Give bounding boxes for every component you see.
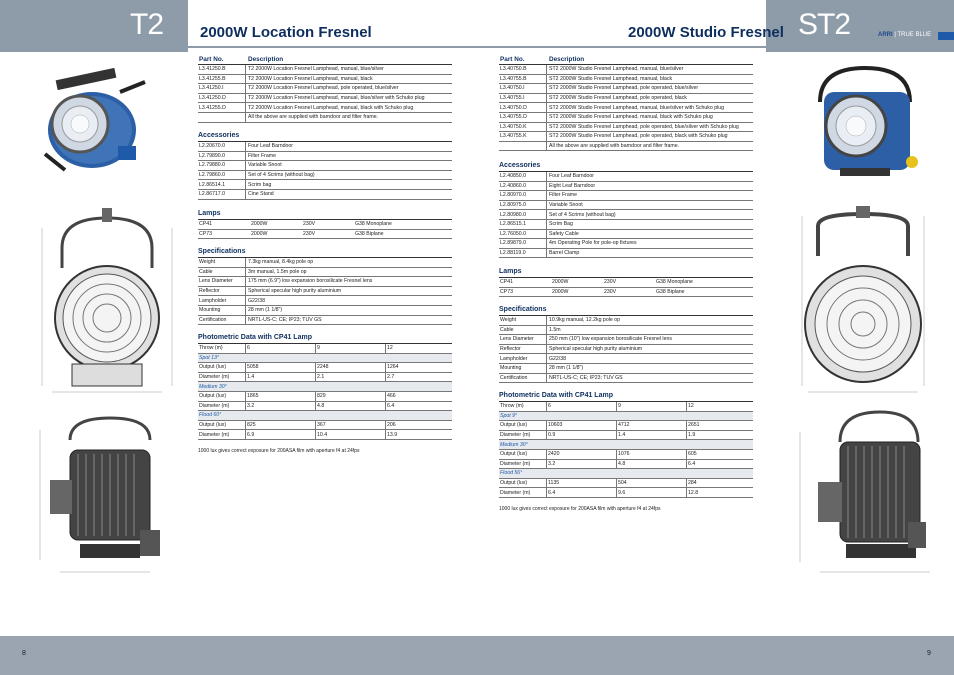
spec-label: Cable — [499, 326, 547, 335]
value: 1865 — [246, 392, 316, 401]
part-no: L2.89879.0 — [499, 239, 547, 248]
table-row — [499, 364, 753, 374]
part-no: L2.80980.0 — [499, 210, 547, 219]
part-desc: All the above are supplied with barndoor and filter frame. — [248, 114, 379, 121]
part-desc: All the above are supplied with barndoor and filter frame. — [549, 143, 680, 150]
throw-value: 12 — [387, 345, 393, 352]
table-row — [198, 296, 452, 306]
t2-front-drawing — [32, 208, 182, 398]
table-row — [198, 103, 452, 113]
part-no: L2.86514.1 — [198, 180, 246, 189]
spec-value: 10.9kg manual, 12.2kg pole op — [549, 317, 620, 324]
lamp-volt: 230V — [303, 221, 316, 228]
table-row — [198, 421, 452, 431]
left-page-title: 2000W Location Fresnel — [200, 24, 372, 41]
part-no: L3.40755.D — [499, 113, 547, 122]
part-no: L3.41250.B — [198, 65, 246, 74]
spec-label: Lens Diameter — [198, 277, 246, 286]
table-row — [499, 113, 753, 123]
part-desc: Barrel Clamp — [549, 250, 580, 257]
table-row — [198, 258, 452, 268]
table-row — [499, 316, 753, 326]
left-tab — [0, 0, 188, 52]
value: 6.9 — [246, 430, 316, 439]
group-name: Medium 30° — [500, 441, 528, 448]
part-no: L3.41250.D — [198, 94, 246, 103]
group-name: Spot 9° — [500, 412, 518, 419]
part-no: L3.41255.D — [198, 103, 246, 112]
metric: Diameter (m) — [499, 431, 547, 440]
value: 466 — [387, 393, 396, 400]
value: 6.4 — [387, 402, 395, 409]
parts-header — [499, 56, 753, 65]
spec-value: G22/38 — [549, 355, 567, 362]
table-row — [198, 402, 452, 412]
table-row — [499, 479, 753, 489]
lamp-type: CP73 — [199, 230, 212, 237]
table-row — [198, 75, 452, 85]
st2-side-drawing — [790, 402, 940, 582]
value: 1135 — [547, 479, 617, 488]
metric: Diameter (m) — [198, 402, 246, 411]
description-header: Description — [248, 56, 284, 63]
part-no: L2.79890.0 — [198, 152, 246, 161]
value: 206 — [387, 422, 396, 429]
spec-value: G22/38 — [248, 297, 266, 304]
value: 2651 — [688, 422, 700, 429]
table-row — [198, 84, 452, 94]
group-name: Medium 30° — [199, 383, 227, 390]
value: 3.2 — [547, 460, 617, 469]
part-no: L3.41250.I — [198, 84, 246, 93]
right-lamps-table — [499, 268, 753, 297]
value: 2420 — [547, 450, 617, 459]
table-row — [499, 142, 753, 152]
spec-label: Certification — [499, 374, 547, 383]
spec-label: Mounting — [198, 306, 246, 315]
spec-value: NRTL-US-C; CE; IP23; TUV GS — [549, 374, 623, 381]
parts-header — [198, 56, 452, 65]
right-product-code: ST2 — [798, 8, 851, 41]
table-row — [499, 288, 753, 298]
spec-label: Lampholder — [198, 296, 246, 305]
table-row — [499, 239, 753, 249]
description-header: Description — [549, 56, 585, 63]
value: 10.4 — [316, 430, 386, 439]
table-row — [499, 460, 753, 470]
spec-label: Weight — [198, 258, 246, 267]
table-row — [198, 392, 452, 402]
metric: Diameter (m) — [499, 488, 547, 497]
part-no: L3.40755.I — [499, 94, 547, 103]
part-desc: T2 2000W Location Fresnel Lamphead, manual, blue/silver with Schuko plug — [248, 95, 425, 102]
table-row — [499, 326, 753, 336]
part-desc: 4m Operating Pole for pole-op fixtures — [549, 240, 637, 247]
lamp-volt: 230V — [303, 230, 316, 237]
left-page-number: 8 — [22, 650, 26, 657]
metric: Output (lux) — [499, 450, 547, 459]
table-row — [198, 430, 452, 440]
value: 9.6 — [617, 488, 687, 497]
table-row — [499, 249, 753, 259]
value: 1264 — [387, 364, 399, 371]
value: 6.4 — [688, 460, 696, 467]
lamp-type: CP41 — [199, 221, 212, 228]
value: 504 — [617, 479, 687, 488]
right-specs-table — [499, 306, 753, 383]
table-row — [198, 344, 452, 354]
value: 284 — [688, 480, 697, 487]
part-no: L2.79860.0 — [198, 171, 246, 180]
value: 605 — [688, 451, 697, 458]
part-desc: ST2 2000W Studio Fresnel Lamphead, pole operated, blue/silver with Schuko plug — [549, 123, 739, 130]
value: 829 — [316, 392, 386, 401]
table-row — [499, 220, 753, 230]
table-row — [499, 402, 753, 412]
table-row — [499, 172, 753, 182]
table-row — [499, 65, 753, 75]
photometric-title: Photometric Data with CP41 Lamp — [499, 392, 613, 399]
value: 13.9 — [387, 431, 398, 438]
part-desc: Set of 4 Scrims (without bag) — [549, 211, 616, 218]
part-desc: ST2 2000W Studio Fresnel Lamphead, manual, black — [549, 75, 673, 82]
part-desc: Variable Snoot — [549, 202, 583, 209]
part-no — [499, 142, 547, 151]
part-no: L2.40850.0 — [499, 172, 547, 181]
value: 1.4 — [617, 431, 687, 440]
metric: Output (lux) — [198, 392, 246, 401]
value: 4712 — [617, 421, 687, 430]
throw-label: Throw (m) — [198, 344, 246, 353]
table-row — [499, 132, 753, 142]
group-name: Flood 60° — [199, 412, 222, 419]
table-row — [198, 373, 452, 383]
throw-label: Throw (m) — [499, 402, 547, 411]
lamp-base: G38 Monoplane — [656, 279, 693, 286]
brand-bar — [938, 32, 954, 40]
part-no: L2.86717.0 — [198, 190, 246, 199]
throw-value: 12 — [688, 403, 694, 410]
bottom-band — [0, 636, 954, 675]
spec-label: Lens Diameter — [499, 335, 547, 344]
table-row — [198, 94, 452, 104]
part-desc: T2 2000W Location Fresnel Lamphead, manual, black with Schuko plug — [248, 104, 414, 111]
part-desc: Safety Cable — [549, 230, 579, 237]
part-desc: Four Leaf Barndoor — [549, 173, 594, 180]
lamp-watt: 2000W — [251, 230, 268, 237]
spec-value: 3m manual, 1.5m pole op — [248, 268, 307, 275]
title-rule — [188, 46, 766, 48]
left-lamps-table — [198, 210, 452, 239]
left-accessories-table — [198, 132, 452, 200]
table-row — [499, 354, 753, 364]
exposure-note: 1000 lux gives correct exposure for 200ASA film with aperture f4 at 24fps — [198, 447, 360, 454]
st2-lamphead-photo — [800, 62, 930, 180]
throw-value: 9 — [617, 402, 687, 411]
table-row — [198, 152, 452, 162]
table-row — [499, 182, 753, 192]
table-row — [198, 190, 452, 200]
part-desc: Scrim Bag — [549, 221, 573, 228]
spec-label: Reflector — [499, 345, 547, 354]
part-no-header: Part No. — [500, 56, 525, 63]
right-parts-table — [499, 56, 753, 151]
left-photometric-table — [198, 334, 452, 454]
part-no: L3.40755.B — [499, 75, 547, 84]
table-row — [198, 171, 452, 181]
table-row — [499, 431, 753, 441]
throw-value: 6 — [246, 344, 316, 353]
spec-label: Weight — [499, 316, 547, 325]
left-specs-table — [198, 248, 452, 325]
table-row — [499, 488, 753, 498]
part-no: L3.40755.K — [499, 132, 547, 141]
lamp-type: CP41 — [500, 279, 513, 286]
table-row — [198, 287, 452, 297]
value: 4.8 — [617, 460, 687, 469]
part-desc: Cine Stand — [248, 191, 274, 198]
value: 2.7 — [387, 374, 395, 381]
part-desc: ST2 2000W Studio Fresnel Lamphead, pole operated, black — [549, 95, 687, 102]
table-row — [198, 277, 452, 287]
part-no: L3.40750.D — [499, 103, 547, 112]
spec-value: 7.3kg manual, 8.4kg pole op — [248, 259, 314, 266]
metric: Diameter (m) — [499, 460, 547, 469]
specs-title: Specifications — [499, 306, 547, 313]
spec-label: Certification — [198, 316, 246, 325]
part-desc: ST2 2000W Studio Fresnel Lamphead, manual, black with Schuko plug — [549, 114, 713, 121]
table-row — [499, 191, 753, 201]
table-row — [198, 220, 452, 230]
right-accessories-table — [499, 162, 753, 258]
table-row — [499, 123, 753, 133]
part-desc: Filter Frame — [549, 192, 577, 199]
part-no: L3.40750.K — [499, 123, 547, 132]
table-row — [499, 335, 753, 345]
part-desc: ST2 2000W Studio Fresnel Lamphead, manual, blue/silver with Schuko plug — [549, 104, 725, 111]
beam-group-label — [198, 411, 452, 421]
value: 0.9 — [547, 431, 617, 440]
value: 5058 — [246, 363, 316, 372]
exposure-note: 1000 lux gives correct exposure for 200ASA film with aperture f4 at 24fps — [499, 505, 661, 512]
part-no: L2.79880.0 — [198, 161, 246, 170]
beam-group-label — [499, 412, 753, 422]
table-row — [198, 65, 452, 75]
part-no-header: Part No. — [199, 56, 224, 63]
lamp-volt: 230V — [604, 288, 617, 295]
throw-value: 6 — [547, 402, 617, 411]
part-no: L2.80975.0 — [499, 201, 547, 210]
part-desc: T2 2000W Location Fresnel Lamphead, manual, black — [248, 75, 373, 82]
part-no: L3.40750.I — [499, 84, 547, 93]
part-desc: Scrim bag — [248, 181, 272, 188]
part-no — [198, 113, 246, 122]
lamp-watt: 2000W — [552, 279, 569, 286]
table-row — [198, 268, 452, 278]
accessories-title: Accessories — [198, 132, 240, 139]
spec-label: Cable — [198, 268, 246, 277]
spec-label: Reflector — [198, 287, 246, 296]
st2-front-drawing — [788, 206, 938, 396]
value: 1.9 — [688, 432, 696, 439]
accessories-title: Accessories — [499, 162, 541, 169]
part-no: L2.40860.0 — [499, 182, 547, 191]
t2-side-drawing — [30, 410, 170, 585]
part-no: L2.88119.0 — [499, 249, 547, 258]
table-row — [499, 75, 753, 85]
photometric-title: Photometric Data with CP41 Lamp — [198, 334, 312, 341]
beam-group-label — [198, 382, 452, 392]
metric: Output (lux) — [499, 479, 547, 488]
table-row — [499, 345, 753, 355]
part-desc: ST2 2000W Studio Fresnel Lamphead, pole operated, blue/silver — [549, 85, 699, 92]
spec-value: 28 mm (1 1/8") — [248, 307, 283, 314]
beam-group-label — [499, 440, 753, 450]
value: 2248 — [316, 363, 386, 372]
part-no: L2.80970.0 — [499, 191, 547, 200]
table-row — [499, 450, 753, 460]
part-desc: ST2 2000W Studio Fresnel Lamphead, manual, blue/silver — [549, 66, 684, 73]
value: 12.8 — [688, 489, 699, 496]
part-no: L2.20670.0 — [198, 142, 246, 151]
table-row — [198, 316, 452, 326]
spec-value: NRTL-US-C; CE; IP23; TUV GS — [248, 316, 322, 323]
spec-value: 250 mm (10") low expansion borosilicate Fresnel lens — [549, 336, 672, 343]
beam-group-label — [198, 354, 452, 364]
part-desc: ST2 2000W Studio Fresnel Lamphead, pole operated, black with Schuko plug — [549, 133, 728, 140]
lamps-title: Lamps — [499, 268, 522, 275]
table-row — [499, 210, 753, 220]
part-no: L3.41255.B — [198, 75, 246, 84]
part-desc: Variable Snoot — [248, 162, 282, 169]
table-row — [499, 94, 753, 104]
table-row — [198, 306, 452, 316]
part-desc: T2 2000W Location Fresnel Lamphead, manual, blue/silver — [248, 66, 384, 73]
specs-title: Specifications — [198, 248, 246, 255]
brand-tag: | TRUE BLUE — [892, 32, 932, 38]
brand-name: ARRI — [878, 32, 893, 38]
lamp-base: G38 Biplane — [656, 288, 685, 295]
value: 1.4 — [246, 373, 316, 382]
spec-value: Spherical specular high purity aluminium — [549, 346, 643, 353]
metric: Output (lux) — [198, 363, 246, 372]
value: 10603 — [547, 421, 617, 430]
value: 4.8 — [316, 402, 386, 411]
left-parts-table — [198, 56, 452, 123]
spec-value: 1.5m — [549, 326, 561, 333]
part-no: L2.76050.0 — [499, 230, 547, 239]
spec-value: 28 mm (1 1/8") — [549, 365, 584, 372]
right-tab — [766, 0, 954, 52]
part-desc: Four Leaf Barndoor — [248, 143, 293, 150]
spec-value: Spherical specular high purity aluminium — [248, 288, 342, 295]
part-desc: T2 2000W Location Fresnel Lamphead, pole operated, blue/silver — [248, 85, 399, 92]
table-row — [499, 278, 753, 288]
table-row — [198, 142, 452, 152]
group-name: Spot 13° — [199, 354, 219, 361]
part-desc: Filter Frame — [248, 152, 276, 159]
lamps-title: Lamps — [198, 210, 221, 217]
value: 6.4 — [547, 488, 617, 497]
table-row — [198, 113, 452, 123]
brand-label — [878, 32, 931, 38]
table-row — [499, 103, 753, 113]
lamp-volt: 230V — [604, 279, 617, 286]
metric: Diameter (m) — [198, 430, 246, 439]
lamp-watt: 2000W — [552, 288, 569, 295]
metric: Output (lux) — [198, 421, 246, 430]
table-row — [499, 374, 753, 384]
metric: Diameter (m) — [198, 373, 246, 382]
right-photometric-table — [499, 392, 753, 512]
table-row — [198, 180, 452, 190]
value: 1076 — [617, 450, 687, 459]
table-row — [499, 201, 753, 211]
right-page-title: 2000W Studio Fresnel — [628, 24, 784, 41]
t2-lamphead-photo — [30, 62, 160, 174]
table-row — [499, 84, 753, 94]
value: 825 — [246, 421, 316, 430]
spec-value: 175 mm (6.9") low expansion borosilicate Fresnel lens — [248, 278, 373, 285]
part-no: L2.86515.1 — [499, 220, 547, 229]
table-row — [198, 230, 452, 240]
lamp-base: G38 Biplane — [355, 230, 384, 237]
group-name: Flood 56° — [500, 470, 523, 477]
part-desc: Eight Leaf Barndoor — [549, 182, 596, 189]
spec-label: Mounting — [499, 364, 547, 373]
lamp-watt: 2000W — [251, 221, 268, 228]
part-no: L3.40750.B — [499, 65, 547, 74]
value: 367 — [316, 421, 386, 430]
beam-group-label — [499, 469, 753, 479]
value: 2.1 — [316, 373, 386, 382]
lamp-base: G38 Monoplane — [355, 221, 392, 228]
throw-value: 9 — [316, 344, 386, 353]
part-desc: Set of 4 Scrims (without bag) — [248, 172, 315, 179]
table-row — [198, 161, 452, 171]
table-row — [198, 363, 452, 373]
table-row — [499, 230, 753, 240]
metric: Output (lux) — [499, 421, 547, 430]
lamp-type: CP73 — [500, 288, 513, 295]
right-page-number: 9 — [927, 650, 931, 657]
value: 3.2 — [246, 402, 316, 411]
table-row — [499, 421, 753, 431]
left-product-code: T2 — [130, 8, 164, 41]
spec-label: Lampholder — [499, 354, 547, 363]
